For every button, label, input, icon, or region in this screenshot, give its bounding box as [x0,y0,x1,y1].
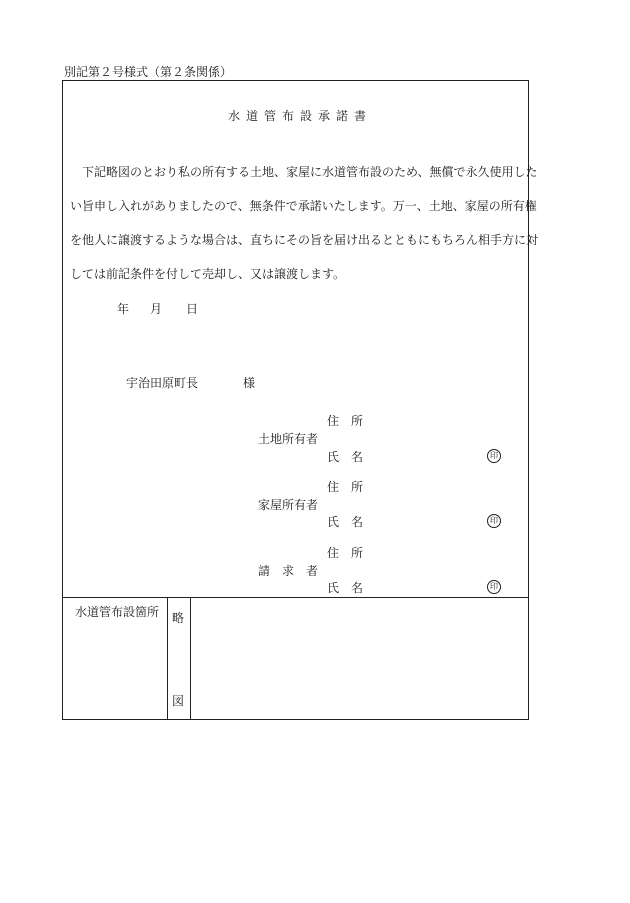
house-owner-role: 家屋所有者 [258,498,319,512]
location-divider-left [167,597,168,720]
requester-role: 請 求 者 [258,564,319,578]
body-line-1: 下記略図のとおり私の所有する土地、家屋に水道管布設のため、無償で永久使用した [70,165,538,179]
house-owner-address-label: 住 所 [327,480,364,494]
requester-name-label: 氏 名 [327,581,364,595]
addressee-honorific: 様 [243,376,256,390]
addressee-name: 宇治田原町長 [126,376,199,390]
date-year-label: 年 [117,302,130,316]
sketch-area[interactable] [192,599,527,718]
body-line-3: を他人に譲渡するような場合は、直ちにその旨を届け出るとともにもちろん相手方に対 [70,233,539,247]
house-owner-name-label: 氏 名 [327,515,364,529]
document-title: 水道管布設承諾書 [228,109,373,123]
form-number-label: 別記第２号様式（第２条関係） [64,65,233,79]
house-owner-seal-mark: 印 [487,514,501,528]
form-main-frame [62,80,529,598]
date-month-label: 月 [150,302,163,316]
body-line-2: い旨申し入れがありましたので、無条件で承諾いたします。万一、土地、家屋の所有権 [70,199,537,213]
body-line-4: しては前記条件を付して売却し、又は譲渡します。 [70,267,346,281]
land-owner-role: 土地所有者 [258,432,319,446]
sketch-label-bottom: 図 [172,694,185,708]
location-label: 水道管布設箇所 [75,605,160,619]
date-day-label: 日 [186,302,199,316]
requester-seal-mark: 印 [487,580,501,594]
land-owner-name-label: 氏 名 [327,450,364,464]
land-owner-seal-mark: 印 [487,449,501,463]
sketch-label-top: 略 [172,611,185,625]
location-divider-right [190,597,191,720]
land-owner-address-label: 住 所 [327,414,364,428]
requester-address-label: 住 所 [327,546,364,560]
